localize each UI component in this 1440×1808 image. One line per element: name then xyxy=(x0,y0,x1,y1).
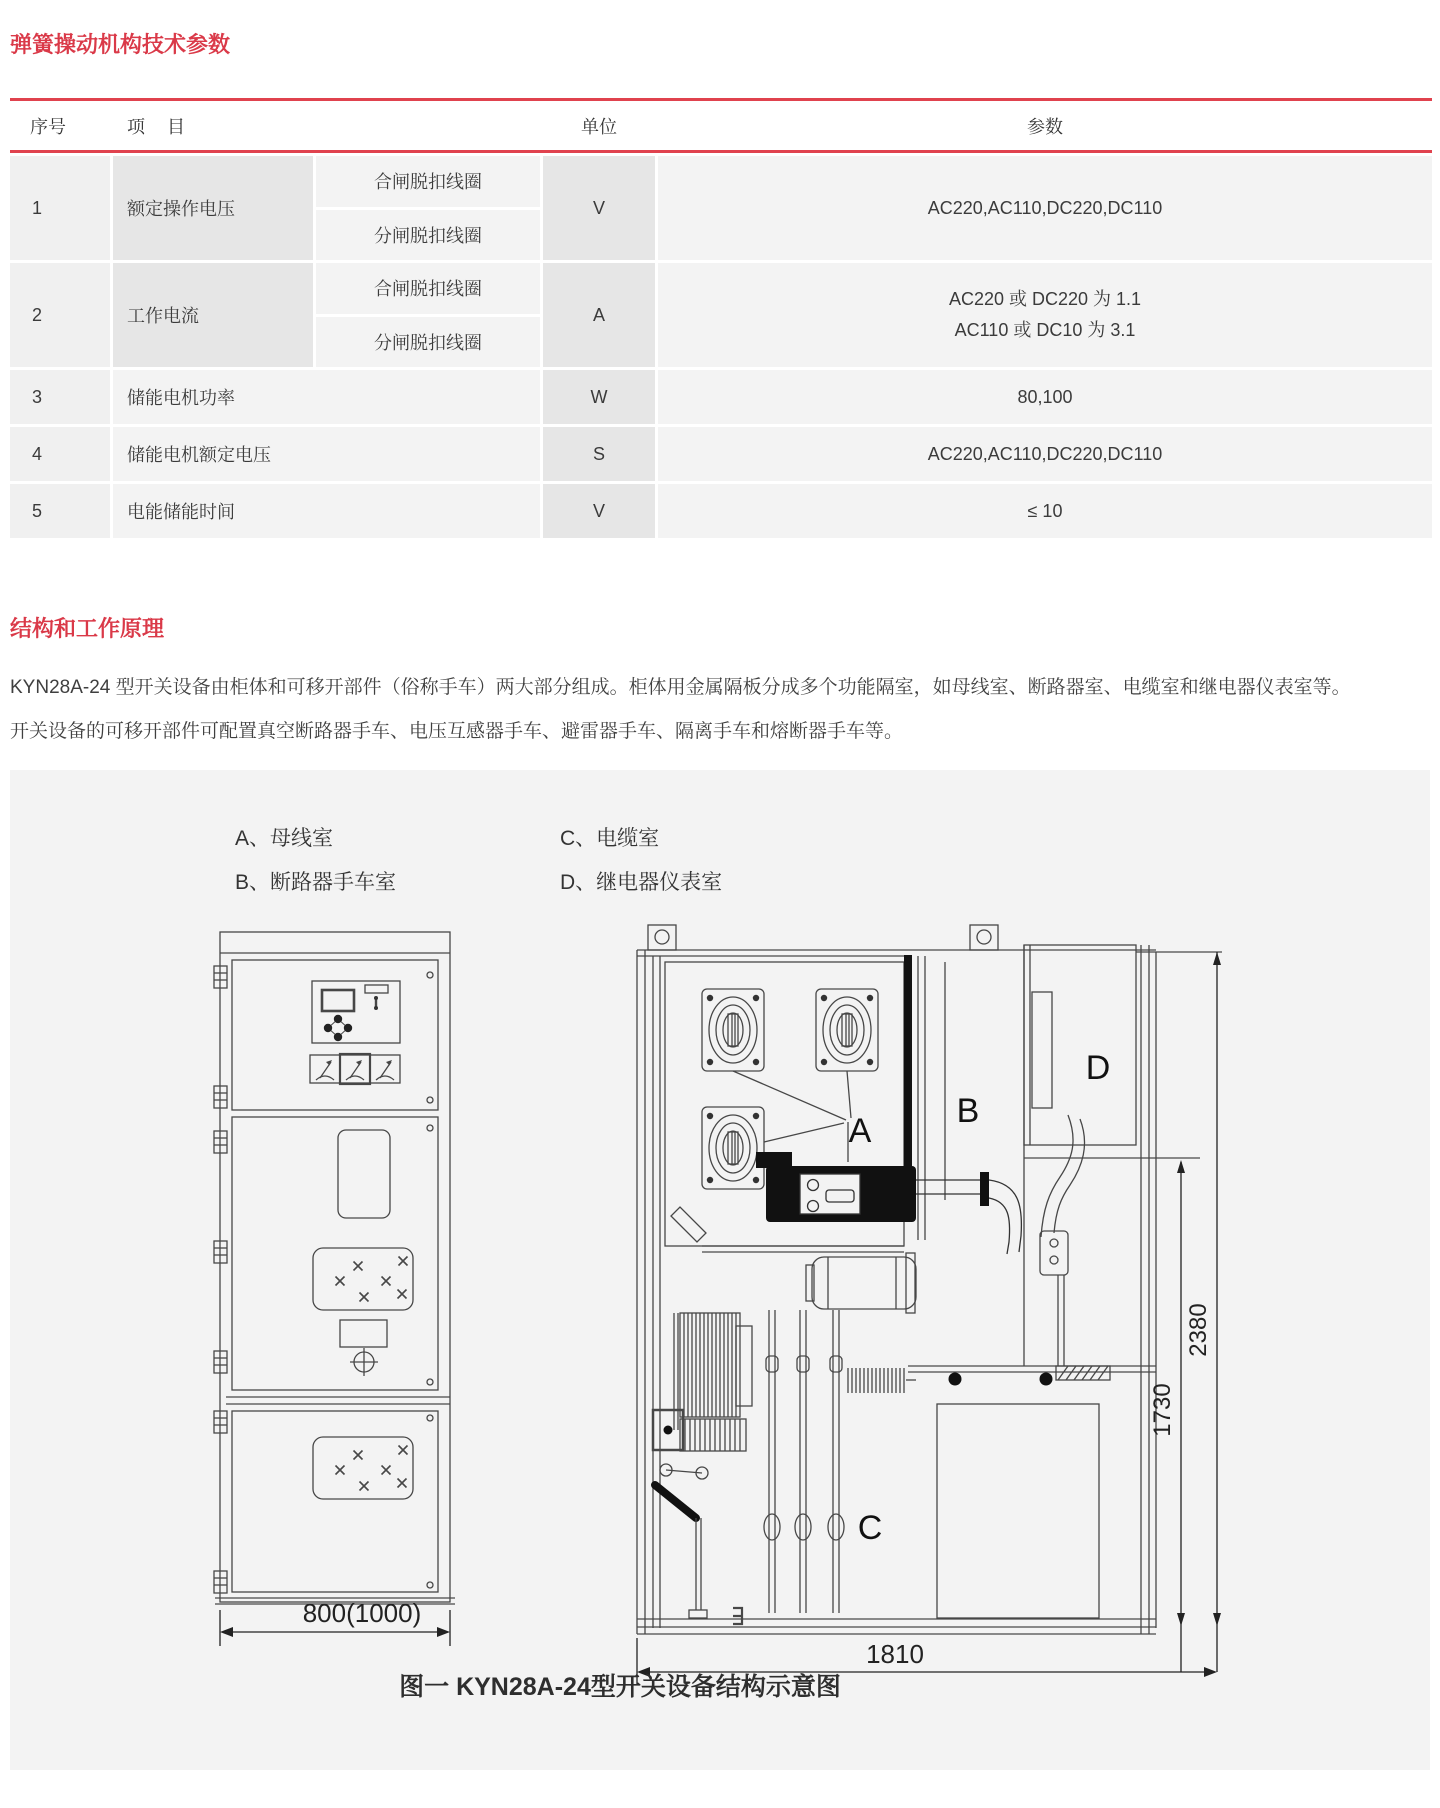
height-dimensions xyxy=(1149,952,1221,1672)
table-row-3-unit: W xyxy=(543,370,655,424)
inner-height-dim-label: 1730 xyxy=(1149,1383,1176,1437)
table-row-2-unit: A xyxy=(543,263,655,367)
insulator-bellows xyxy=(653,1313,752,1624)
depth-dim-label: 1810 xyxy=(866,1639,924,1669)
table-row-4-param: AC220,AC110,DC220,DC110 xyxy=(658,427,1432,481)
breaker-room-details xyxy=(1040,1115,1085,1366)
relay-chamber xyxy=(1024,945,1222,1158)
table-row-2-subitems xyxy=(316,263,540,367)
structure-paragraph xyxy=(10,666,1351,754)
table-row-1-param: AC220,AC110,DC220,DC110 xyxy=(658,156,1432,260)
table-header-row xyxy=(10,98,1432,153)
front-width-dim-label: 800(1000) xyxy=(302,1598,422,1628)
chamber-partition xyxy=(904,955,912,1195)
legend-breaker-room: B、断路器手车室 xyxy=(235,871,397,894)
section-title-structure: 结构和工作原理 xyxy=(10,616,165,641)
control-panel xyxy=(312,981,400,1043)
table-row-1-sub-bottom: 分闸脱扣线圈 xyxy=(316,210,540,261)
col-header-no: 序号 xyxy=(30,116,66,137)
table-row-1-subitems xyxy=(316,156,540,260)
front-width-dimension xyxy=(220,1598,450,1646)
table-row-2-param-line2: AC110 或 DC10 为 3.1 xyxy=(954,320,1136,340)
col-header-item: 项 目 xyxy=(127,116,187,137)
busbar-insulator xyxy=(816,989,878,1071)
table-row-3-item: 储能电机功率 xyxy=(113,370,540,424)
table-row-4-unit: S xyxy=(543,427,655,481)
vent-grille-lower xyxy=(313,1437,413,1499)
table-row-3-param: 80,100 xyxy=(658,370,1432,424)
door-handle xyxy=(350,1348,378,1376)
section-title-spring-mechanism: 弹簧操动机构技术参数 xyxy=(10,32,231,57)
legend-relay-meter-room: D、继电器仪表室 xyxy=(560,871,723,894)
table-row-2-item: 工作电流 xyxy=(113,263,313,367)
chamber-label-d: D xyxy=(1085,1049,1111,1087)
circuit-breaker-assembly xyxy=(756,1152,1021,1254)
figure-caption: 图一 KYN28A-24型开关设备结构示意图 xyxy=(399,1673,841,1701)
table-row-2-param xyxy=(658,263,1432,367)
trolley-floor xyxy=(908,1366,1156,1618)
table-row-4-no: 4 xyxy=(10,427,110,481)
table-row-2-no: 2 xyxy=(10,263,110,367)
table-row-1-sub-top: 合闸脱扣线圈 xyxy=(316,156,540,207)
chamber-label-a: A xyxy=(848,1112,872,1150)
switchgear-structure-drawing xyxy=(10,770,1430,1770)
paragraph-line-2: 开关设备的可移开部件可配置真空断路器手车、电压互感器手车、避雷器手车、隔离手车和熔断器手车等。 xyxy=(10,721,904,742)
paragraph-line-1: KYN28A-24 型开关设备由柜体和可移开部件（俗称手车）两大部分组成。柜体用金属隔板分成多个功能隔室，如母线室、断路器室、电缆室和继电器仪表室等。 xyxy=(10,677,1351,698)
table-row-1-unit: V xyxy=(543,156,655,260)
table-row-5-no: 5 xyxy=(10,484,110,538)
table-row-5-item: 电能储能时间 xyxy=(113,484,540,538)
meter-row xyxy=(310,1054,400,1084)
table-row-1-no: 1 xyxy=(10,156,110,260)
col-header-param: 参数 xyxy=(1027,116,1063,137)
col-header-unit: 单位 xyxy=(581,116,617,137)
busbar-insulator xyxy=(702,989,764,1071)
figure-panel xyxy=(10,770,1430,1770)
parameters-table xyxy=(10,98,1432,538)
table-row-2-param-line1: AC220 或 DC220 为 1.1 xyxy=(948,289,1142,309)
vent-grille-upper xyxy=(313,1248,413,1310)
table-row-5-unit: V xyxy=(543,484,655,538)
table-row-2-sub-top: 合闸脱扣线圈 xyxy=(316,263,540,314)
table-row-5-param: ≤ 10 xyxy=(658,484,1432,538)
vacuum-pole xyxy=(806,1253,916,1393)
table-row-1-item: 额定操作电压 xyxy=(113,156,313,260)
front-view-drawing xyxy=(214,932,455,1646)
chamber-label-b: B xyxy=(956,1092,980,1130)
total-height-dim-label: 2380 xyxy=(1185,1303,1212,1357)
legend-cable-room: C、电缆室 xyxy=(560,827,660,850)
table-row-3-no: 3 xyxy=(10,370,110,424)
side-section-drawing xyxy=(637,925,1222,1684)
busbar-insulator xyxy=(702,1107,764,1189)
table-body xyxy=(10,156,1432,538)
table-row-2-sub-bottom: 分闸脱扣线圈 xyxy=(316,317,540,368)
legend-busbar-room: A、母线室 xyxy=(235,827,334,850)
table-row-4-item: 储能电机额定电压 xyxy=(113,427,540,481)
chamber-label-c: C xyxy=(857,1509,883,1547)
inspection-window xyxy=(338,1130,390,1218)
cable-conductors xyxy=(764,1310,844,1613)
